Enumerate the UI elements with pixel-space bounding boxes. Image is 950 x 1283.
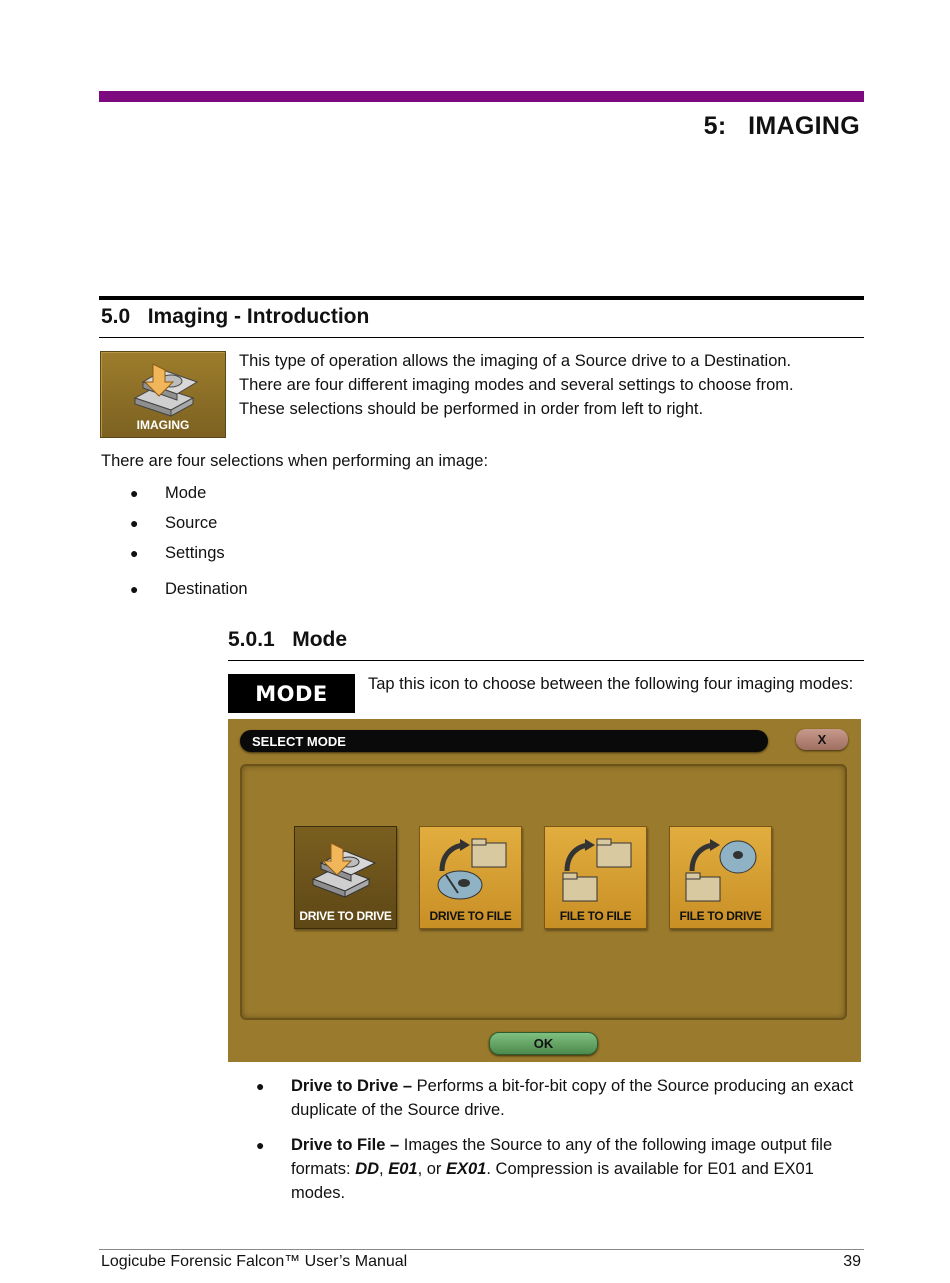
- section-bottom-rule: [99, 337, 864, 338]
- description-text: Drive to Drive – Performs a bit-for-bit copy of the Source producing an exact duplicate of the Source drive.: [291, 1077, 854, 1119]
- imaging-icon-tile: [100, 351, 226, 438]
- chapter-color-bar: [99, 91, 864, 102]
- drive-to-file-icon: [430, 835, 512, 905]
- bullet-icon: ●: [256, 1137, 265, 1153]
- intro-line: There are four different imaging modes and several settings to choose from.: [239, 376, 794, 394]
- bullet-icon: ●: [256, 1078, 265, 1094]
- list-item: ● Source: [130, 513, 218, 532]
- mode-button[interactable]: MODE: [228, 674, 355, 713]
- bullet-icon: ●: [130, 515, 139, 531]
- list-item: ● Settings: [130, 543, 225, 562]
- dialog-title: SELECT MODE: [240, 730, 768, 752]
- bullet-icon: ●: [130, 545, 139, 561]
- select-mode-dialog: [228, 719, 861, 1062]
- file-to-file-icon: [555, 835, 637, 905]
- list-item: [256, 1074, 856, 1122]
- list-item: ● Destination: [130, 579, 248, 598]
- mode-option-drive-to-drive[interactable]: [294, 826, 397, 929]
- selections-lead-text: There are four selections when performing an image:: [101, 452, 489, 470]
- list-item: [256, 1133, 856, 1205]
- ok-button[interactable]: OK: [489, 1032, 598, 1055]
- footer-rule: [99, 1249, 864, 1250]
- mode-option-file-to-drive[interactable]: [669, 826, 772, 929]
- bullet-icon: ●: [130, 485, 139, 501]
- intro-line: This type of operation allows the imaging of a Source drive to a Destination.: [239, 352, 792, 370]
- chapter-title: 5: IMAGING: [703, 112, 860, 140]
- drive-copy-icon: [101, 352, 227, 422]
- selections-list: [130, 478, 248, 604]
- mode-option-label: FILE TO DRIVE: [679, 909, 762, 923]
- mode-option-label: DRIVE TO FILE: [429, 909, 512, 923]
- intro-line: These selections should be performed in order from left to right.: [239, 400, 704, 418]
- subsection-rule: [228, 660, 864, 661]
- section-title: 5.0 Imaging - Introduction: [101, 305, 370, 328]
- mode-descriptions: [256, 1074, 856, 1216]
- close-button[interactable]: X: [796, 729, 848, 750]
- imaging-icon-label: IMAGING: [136, 418, 190, 432]
- mode-option-label: FILE TO FILE: [559, 909, 632, 923]
- list-item: ● Mode: [130, 483, 207, 502]
- section-top-rule: [99, 296, 864, 300]
- subsection-title: 5.0.1 Mode: [228, 628, 348, 651]
- footer-manual-title: Logicube Forensic Falcon™ User’s Manual: [101, 1253, 408, 1270]
- drive-to-drive-icon: [305, 835, 387, 905]
- bullet-icon: ●: [130, 581, 139, 597]
- description-text: Drive to File – Images the Source to any of the following image output file formats: DD, E01, or EX01. Compression is available for E01 and EX01 modes.: [291, 1136, 833, 1202]
- page-number: 39: [843, 1253, 861, 1270]
- mode-option-drive-to-file[interactable]: [419, 826, 522, 929]
- intro-paragraph: [239, 349, 859, 421]
- mode-option-label: DRIVE TO DRIVE: [299, 909, 392, 923]
- file-to-drive-icon: [680, 835, 762, 905]
- mode-description: Tap this icon to choose between the following four imaging modes:: [368, 675, 854, 693]
- mode-option-file-to-file[interactable]: [544, 826, 647, 929]
